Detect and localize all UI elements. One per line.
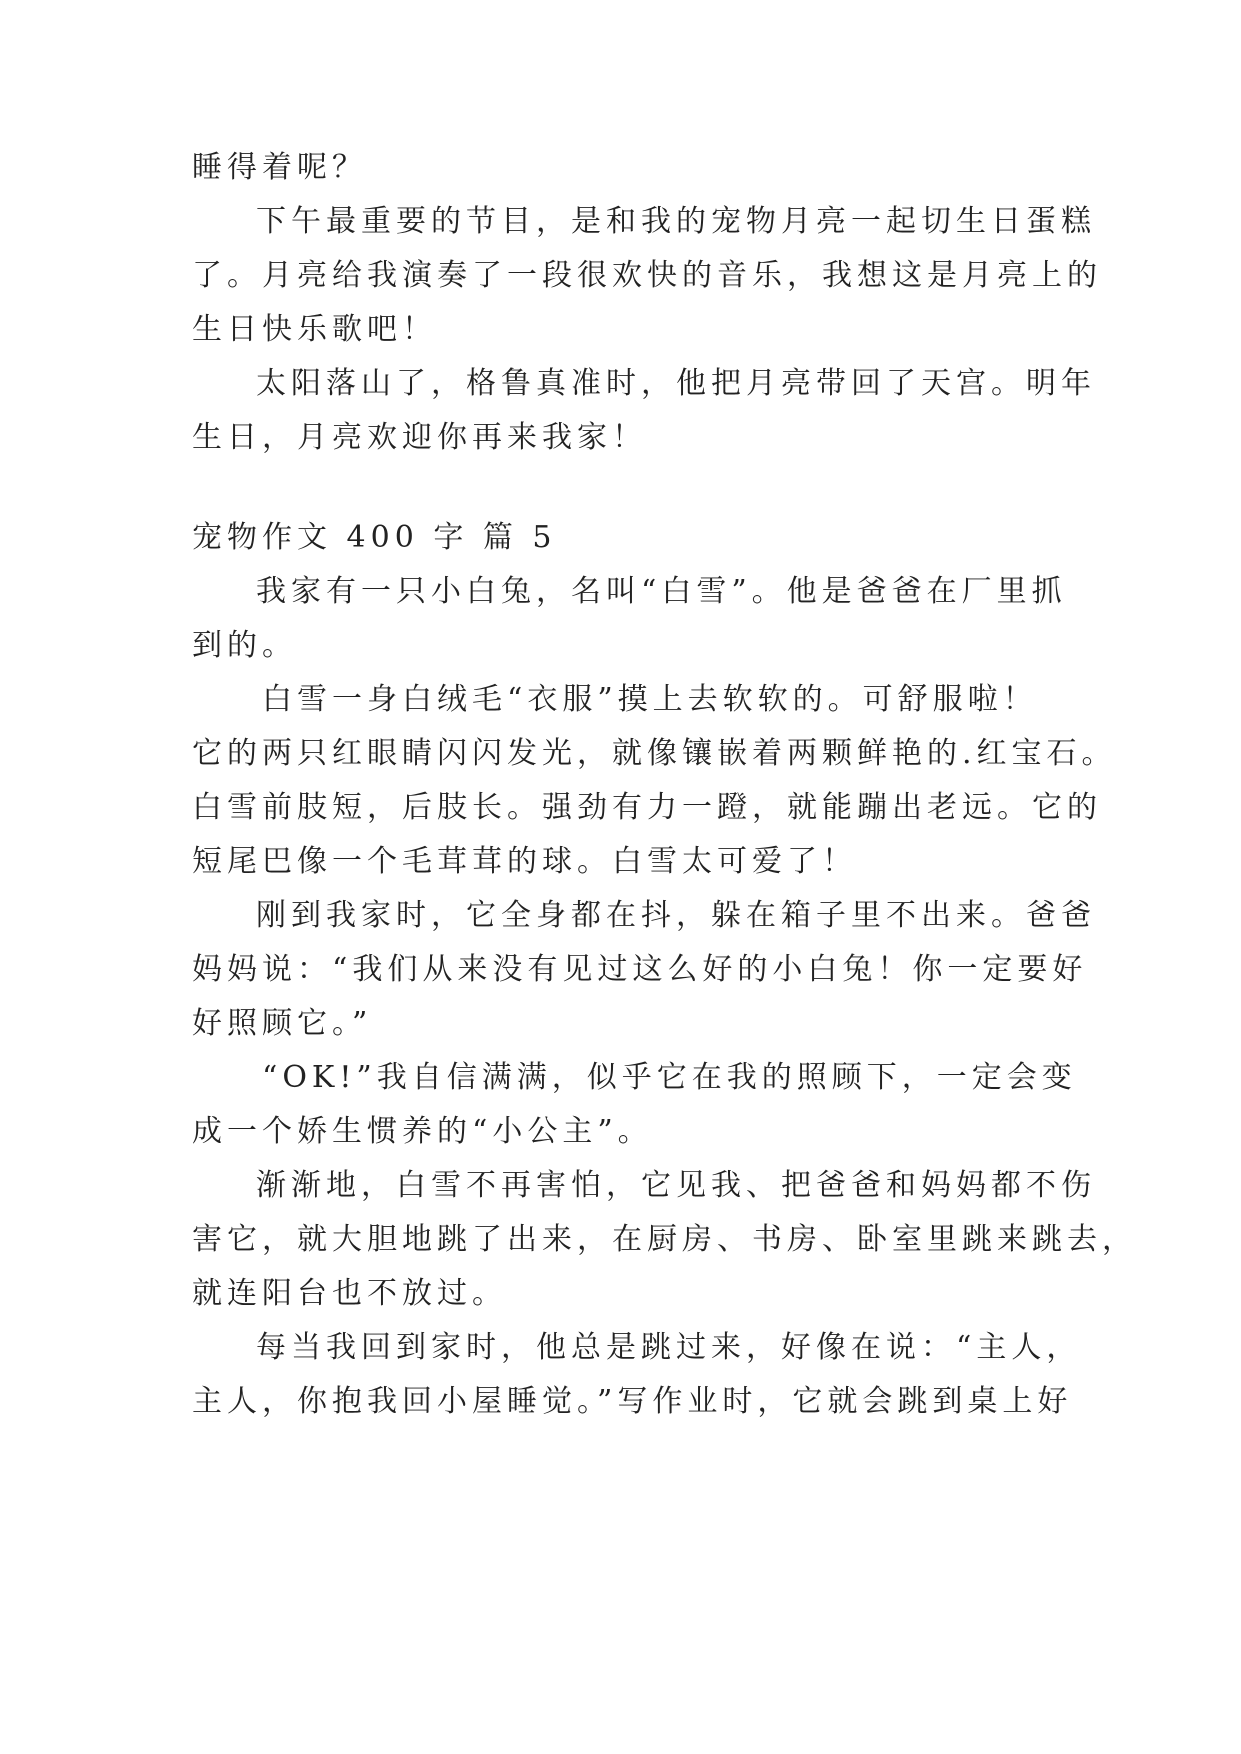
- text-line: 生日快乐歌吧！: [192, 312, 437, 347]
- text-line: 短尾巴像一个毛茸茸的球。白雪太可爱了！: [192, 844, 857, 879]
- text-line: 了。月亮给我演奏了一段很欢快的音乐，我想这是月亮上的: [192, 258, 1102, 293]
- text-line: 主人，你抱我回小屋睡觉。”写作业时，它就会跳到桌上好: [192, 1384, 1073, 1419]
- text-line: 白雪前肢短，后肢长。强劲有力一蹬，就能蹦出老远。它的: [192, 790, 1102, 825]
- paragraph-start-line: “OK!”我自信满满，似乎它在我的照顾下，一定会变: [262, 1060, 1077, 1095]
- paragraph-start-line: 渐渐地，白雪不再害怕，它见我、把爸爸和妈妈都不伤: [256, 1168, 1096, 1203]
- paragraph-start-line: 每当我回到家时，他总是跳过来，好像在说：“主人，: [256, 1330, 1082, 1365]
- text-line: 睡得着呢？: [192, 150, 367, 185]
- paragraph-start-line: 下午最重要的节目，是和我的宠物月亮一起切生日蛋糕: [256, 204, 1096, 239]
- text-line: 成一个娇生惯养的“小公主”。: [192, 1114, 653, 1149]
- paragraph-start-line: 太阳落山了，格鲁真准时，他把月亮带回了天宫。明年: [256, 366, 1096, 401]
- text-line: 生日，月亮欢迎你再来我家！: [192, 420, 647, 455]
- text-line: 妈妈说：“我们从来没有见过这么好的小白兔！你一定要好: [192, 952, 1088, 987]
- paragraph-start-line: 我家有一只小白兔，名叫“白雪”。他是爸爸在厂里抓: [256, 574, 1067, 609]
- text-line: 到的。: [192, 628, 297, 663]
- text-line: 就连阳台也不放过。: [192, 1276, 507, 1311]
- section-heading: 宠物作文 400 字 篇 5: [192, 520, 557, 555]
- text-line: 好照顾它。”: [192, 1006, 373, 1041]
- text-line: 它的两只红眼睛闪闪发光，就像镶嵌着两颗鲜艳的.红宝石。: [192, 736, 1117, 771]
- text-line: 害它，就大胆地跳了出来，在厨房、书房、卧室里跳来跳去，: [192, 1222, 1137, 1257]
- paragraph-start-line: 白雪一身白绒毛“衣服”摸上去软软的。可舒服啦！: [262, 682, 1038, 717]
- paragraph-start-line: 刚到我家时，它全身都在抖，躲在箱子里不出来。爸爸: [256, 898, 1096, 933]
